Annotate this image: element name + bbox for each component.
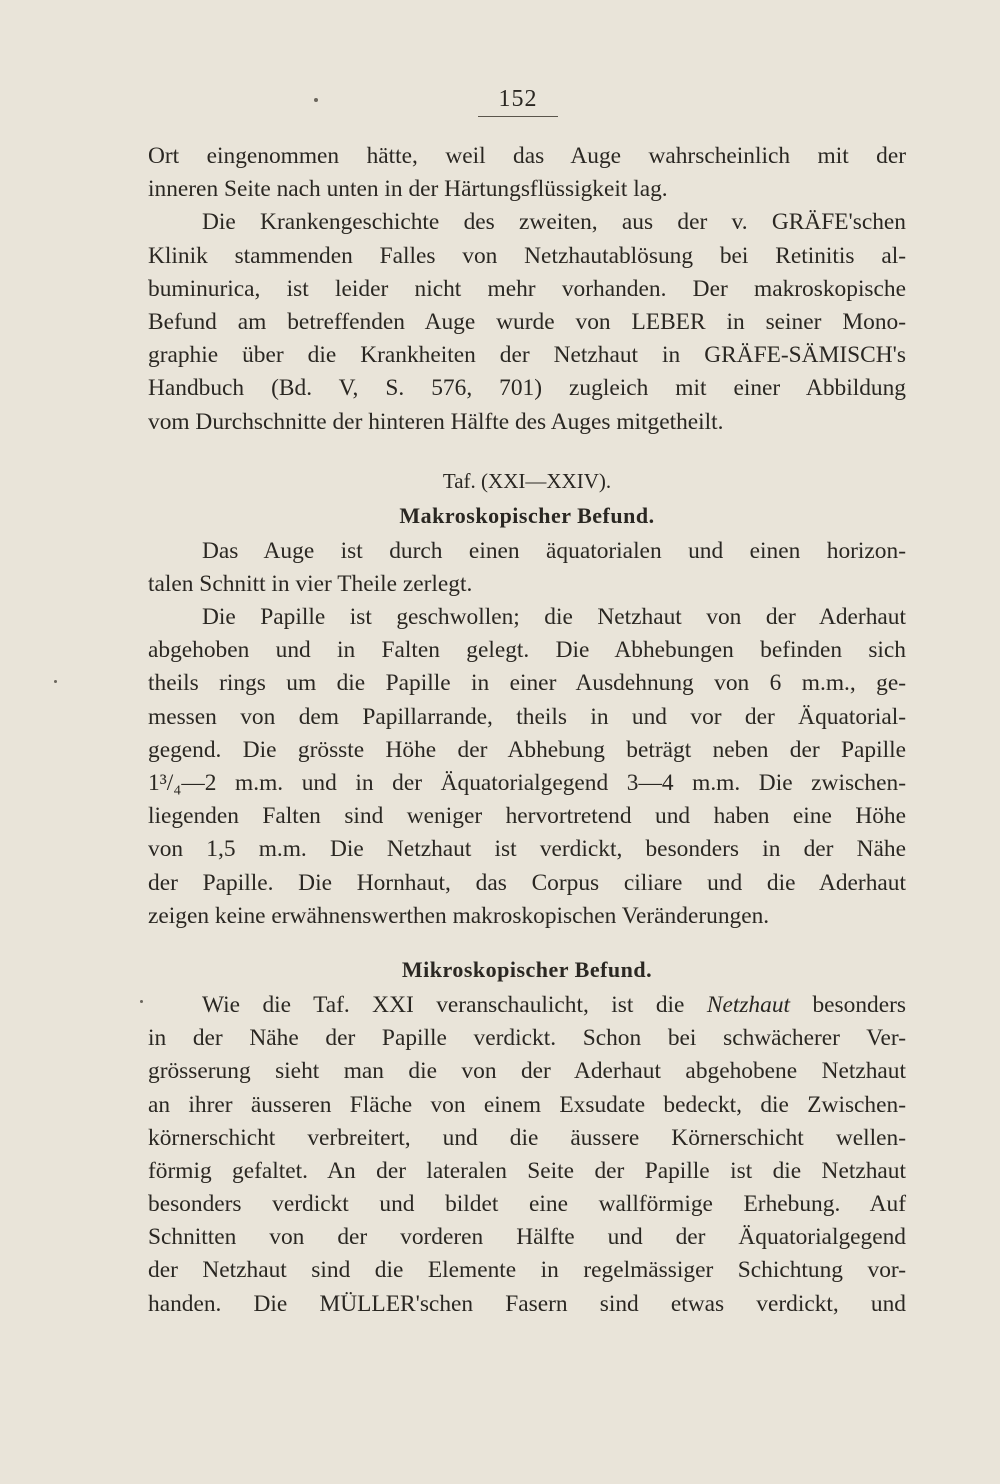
text-line: Klinik stammenden Falles von Netzhautablösung bei Retinitis al- bbox=[148, 242, 906, 269]
text-line: grösserung sieht man die von der Aderhaut abgehobene Netzhaut bbox=[148, 1058, 906, 1085]
text-line: der Netzhaut sind die Elemente in regelmässiger Schichtung vor- bbox=[148, 1257, 906, 1284]
ink-speck bbox=[140, 1000, 143, 1003]
text-line: Die Papille ist geschwollen; die Netzhaut von der Aderhaut bbox=[202, 604, 906, 631]
text-line: besonders verdickt und bildet eine wallförmige Erhebung. Auf bbox=[148, 1191, 906, 1218]
macro-paragraph-2 bbox=[148, 601, 906, 933]
text-line: Die Krankengeschichte des zweiten, aus der v. GRÄFE'schen bbox=[202, 209, 906, 236]
text-line: von 1,5 m.m. Die Netzhaut ist verdickt, besonders in der Nähe bbox=[148, 836, 906, 863]
text-segment: besonders bbox=[790, 991, 907, 1018]
text-line: Ort eingenommen hätte, weil das Auge wahrscheinlich mit der bbox=[148, 143, 906, 169]
macro-heading: Makroskopischer Befund. bbox=[399, 502, 655, 528]
text-line: Handbuch (Bd. V, S. 576, 701) zugleich mit einer Abbildung bbox=[148, 375, 906, 402]
header-rule bbox=[478, 116, 558, 117]
text-line: Befund am betreffenden Auge wurde von LEBER in seiner Mono- bbox=[148, 308, 906, 335]
history-paragraph bbox=[148, 206, 906, 438]
text-line: talen Schnitt in vier Theile zerlegt. bbox=[148, 570, 473, 597]
page-number: 152 bbox=[498, 86, 538, 112]
micro-paragraph bbox=[148, 989, 906, 1321]
text-segment: Wie die Taf. XXI veranschaulicht, ist die bbox=[202, 991, 707, 1018]
ink-speck bbox=[54, 680, 57, 683]
intro-paragraph bbox=[148, 140, 906, 206]
text-line: zeigen keine erwähnenswerthen makroskopischen Veränderungen. bbox=[148, 902, 770, 929]
text-line: an ihrer äusseren Fläche von einem Exsudate bedeckt, die Zwischen- bbox=[148, 1091, 906, 1118]
text-line: vom Durchschnitte der hinteren Hälfte des Auges mitgetheilt. bbox=[148, 408, 724, 435]
text-line: graphie über die Krankheiten der Netzhaut in GRÄFE-SÄMISCH's bbox=[148, 342, 906, 369]
text-line: Schnitten von der vorderen Hälfte und der Äquatorialgegend bbox=[148, 1224, 906, 1251]
text-line: der Papille. Die Hornhaut, das Corpus ciliare und die Aderhaut bbox=[148, 869, 906, 896]
text-line: theils rings um die Papille in einer Ausdehnung von 6 m.m., ge- bbox=[148, 670, 906, 697]
micro-heading: Mikroskopischer Befund. bbox=[401, 956, 653, 982]
plate-reference: Taf. (XXI—XXIV). bbox=[442, 468, 612, 493]
macro-paragraph-1 bbox=[148, 535, 906, 601]
text-line: abgehoben und in Falten gelegt. Die Abhebungen befinden sich bbox=[148, 637, 906, 664]
text-line: 1³/₄—2 m.m. und in der Äquatorialgegend 3—4 m.m. Die zwischen- bbox=[148, 770, 906, 796]
text-line: gegend. Die grösste Höhe der Abhebung beträgt neben der Papille bbox=[148, 736, 906, 763]
ink-speck bbox=[314, 98, 318, 102]
text-line: körnerschicht verbreitert, und die äussere Körnerschicht wellen- bbox=[148, 1124, 906, 1151]
text-line: Das Auge ist durch einen äquatorialen und einen horizon- bbox=[202, 537, 906, 564]
page-header bbox=[0, 86, 1000, 120]
text-line: handen. Die MÜLLER'schen Fasern sind etwas verdickt, und bbox=[148, 1290, 906, 1317]
text-line: buminurica, ist leider nicht mehr vorhanden. Der makroskopische bbox=[148, 275, 906, 302]
text-line: in der Nähe der Papille verdickt. Schon bei schwächerer Ver- bbox=[148, 1025, 906, 1052]
text-line: messen von dem Papillarrande, theils in und vor der Äquatorial- bbox=[148, 703, 906, 730]
italic-term: Netzhaut bbox=[706, 991, 791, 1018]
text-line: liegenden Falten sind weniger hervortretend und haben eine Höhe bbox=[148, 803, 906, 830]
text-line bbox=[148, 989, 906, 1022]
text-line: förmig gefaltet. An der lateralen Seite der Papille ist die Netzhaut bbox=[148, 1157, 906, 1184]
text-line: inneren Seite nach unten in der Härtungsflüssigkeit lag. bbox=[148, 176, 668, 203]
body-text bbox=[148, 140, 906, 1321]
